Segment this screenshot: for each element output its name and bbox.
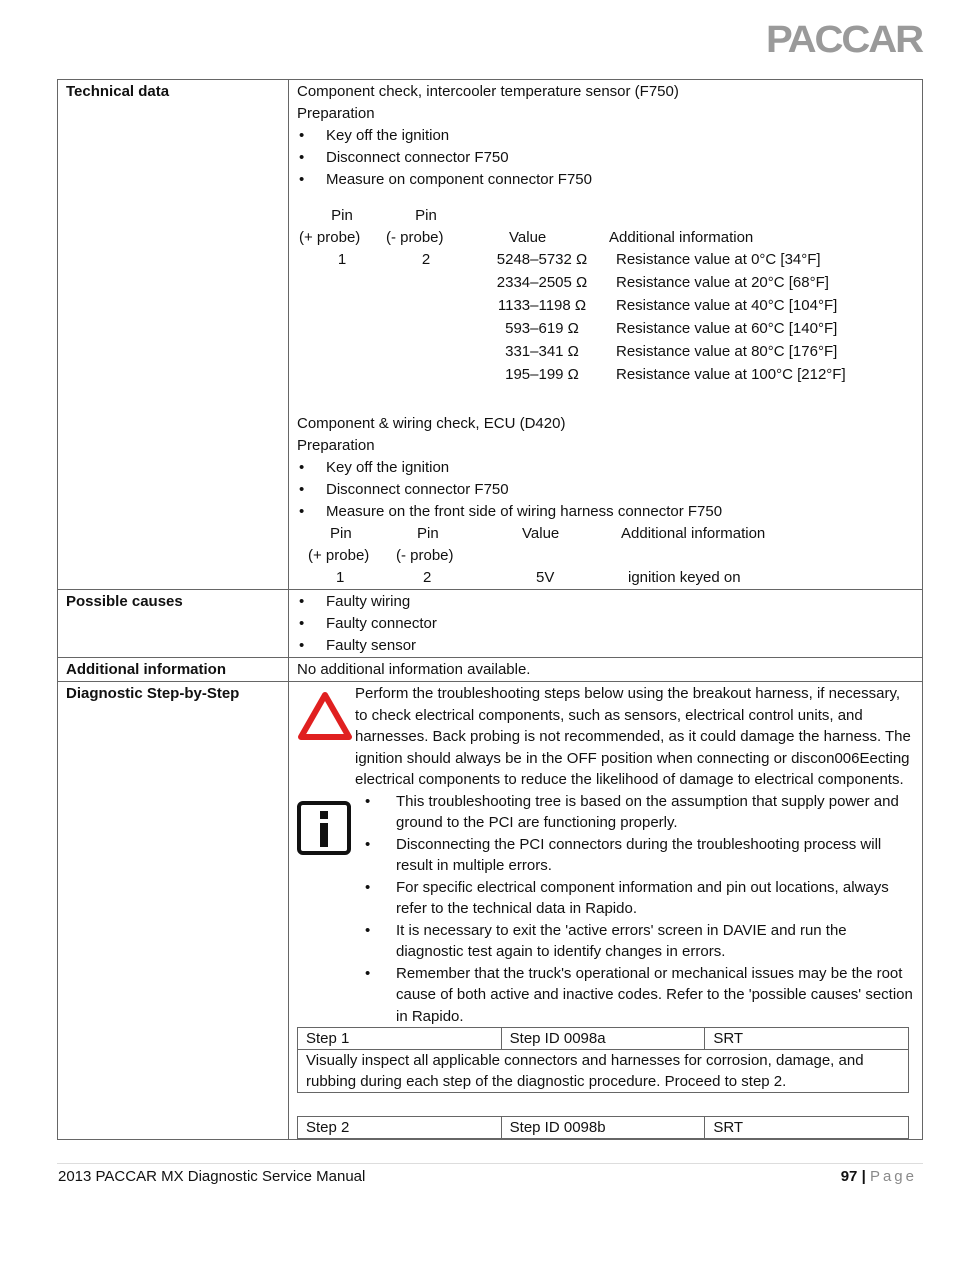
footer-manual-title: 2013 PACCAR MX Diagnostic Service Manual xyxy=(58,1168,366,1185)
pin-row-info: Resistance value at 60°C [140°F] xyxy=(616,320,838,337)
warning-triangle-icon xyxy=(297,691,353,741)
step2-id: Step ID 0098b xyxy=(501,1117,705,1139)
step1-id: Step ID 0098a xyxy=(501,1028,705,1050)
list-item: • Measure on component connector F750 xyxy=(297,169,914,191)
ecu-header-value: Value xyxy=(522,525,560,542)
list-item: • Faulty sensor xyxy=(297,635,914,657)
info-icon xyxy=(297,801,351,855)
pin-header-pin2: Pin xyxy=(415,207,437,224)
pin-row-info: Resistance value at 40°C [104°F] xyxy=(616,297,838,314)
ecu-row-p1: 1 xyxy=(336,569,345,586)
ecu-row-info: ignition keyed on xyxy=(628,569,741,586)
additional-info-label: Additional information xyxy=(58,658,289,682)
step2-table xyxy=(297,1116,909,1139)
technical-data-row xyxy=(58,80,923,590)
page-number: 97 xyxy=(840,1168,858,1185)
list-item: • Disconnect connector F750 xyxy=(297,147,914,169)
pin-row-info: Resistance value at 100°C [212°F] xyxy=(616,366,846,383)
step1-type: SRT xyxy=(705,1028,909,1050)
diagnostic-row xyxy=(58,682,923,1140)
check1-title: Component check, intercooler temperature sensor (F750) xyxy=(297,83,679,100)
list-item: • It is necessary to exit the 'active errors' screen in DAVIE and run the diagnostic test again to identify changes in errors. xyxy=(355,920,914,963)
pin-row-value: 1133–1198 Ω xyxy=(497,297,587,314)
list-item: • Disconnect connector F750 xyxy=(297,479,914,501)
ecu-header-probe2: (- probe) xyxy=(396,547,454,564)
step1-text: Visually inspect all applicable connectors and harnesses for corrosion, damage, and rubbing during each step of the diagnostic procedure. Proceed to step 2. xyxy=(298,1050,909,1093)
pin-header-info: Additional information xyxy=(609,229,754,246)
pin-header-probe1: (+ probe) xyxy=(299,229,361,246)
pin-row-value: 195–199 Ω xyxy=(505,366,579,383)
step1-table xyxy=(297,1027,909,1093)
ecu-header-info: Additional information xyxy=(621,525,766,542)
ecu-header-probe1: (+ probe) xyxy=(308,547,370,564)
pin-row-value: 5248–5732 Ω xyxy=(496,251,588,268)
page-separator: | xyxy=(861,1168,866,1185)
list-item: • For specific electrical component information and pin out locations, always refer to the technical data in Rapido. xyxy=(355,877,914,920)
diagnostic-table xyxy=(57,79,923,1140)
ecu-pin-table xyxy=(297,523,914,589)
warning-text: Perform the troubleshooting steps below using the breakout harness, if necessary, to check electrical components, such as sensors, electrical control units, and harnesses. Back probing is not recommended, as it could damage the harness. The ignition should always be in the OFF position when connecting or discon006Eecting electrical components to reduce the likelihood of damage to electrical components. xyxy=(355,685,911,788)
footer-page xyxy=(841,1168,917,1185)
step2-type: SRT xyxy=(705,1117,909,1139)
step2-number: Step 2 xyxy=(298,1117,502,1139)
pin-row-p1: 1 xyxy=(337,251,347,268)
possible-causes-content xyxy=(289,590,923,658)
prep2-list xyxy=(297,457,914,523)
pin-row-info: Resistance value at 80°C [176°F] xyxy=(616,343,838,360)
pin-header-value: Value xyxy=(509,229,547,246)
list-item: • Faulty wiring xyxy=(297,591,914,613)
info-list xyxy=(355,791,914,1028)
pin-row-info: Resistance value at 0°C [34°F] xyxy=(616,251,821,268)
step1-number: Step 1 xyxy=(298,1028,502,1050)
info-block xyxy=(297,791,914,1028)
technical-data-content xyxy=(289,80,923,590)
causes-list xyxy=(297,591,914,657)
list-item: • This troubleshooting tree is based on the assumption that supply power and ground to the PCI are functioning properly. xyxy=(355,791,914,834)
list-item: • Measure on the front side of wiring harness connector F750 xyxy=(297,501,914,523)
ecu-row-p2: 2 xyxy=(423,569,432,586)
ecu-header-pin1: Pin xyxy=(330,525,352,542)
list-item: • Disconnecting the PCI connectors during the troubleshooting process will result in multiple errors. xyxy=(355,834,914,877)
diagnostic-label: Diagnostic Step-by-Step xyxy=(58,682,289,1140)
diagnostic-content xyxy=(289,682,923,1140)
additional-info-row xyxy=(58,658,923,682)
technical-data-label: Technical data xyxy=(58,80,289,590)
pin-row-value: 593–619 Ω xyxy=(505,320,579,337)
pin-row-value: 331–341 Ω xyxy=(505,343,579,360)
page-word: Page xyxy=(869,1168,917,1185)
prep2-label: Preparation xyxy=(297,437,375,454)
pin-row-p2: 2 xyxy=(421,251,431,268)
prep1-list xyxy=(297,125,914,191)
list-item: • Key off the ignition xyxy=(297,125,914,147)
list-item: • Faulty connector xyxy=(297,613,914,635)
ecu-header-pin2: Pin xyxy=(417,525,439,542)
possible-causes-row xyxy=(58,590,923,658)
pin-row-value: 2334–2505 Ω xyxy=(496,274,588,291)
list-item: • Key off the ignition xyxy=(297,457,914,479)
additional-info-text: No additional information available. xyxy=(289,658,923,682)
warning-block xyxy=(297,683,914,791)
footer-divider xyxy=(57,1163,923,1164)
prep1-label: Preparation xyxy=(297,105,375,122)
list-item: • Remember that the truck's operational or mechanical issues may be the root cause of both active and inactive codes. Refer to the 'possible causes' section in Rapido. xyxy=(355,963,914,1028)
ecu-row-value: 5V xyxy=(536,569,555,586)
possible-causes-label: Possible causes xyxy=(58,590,289,658)
pin-header-probe2: (- probe) xyxy=(386,229,444,246)
pin-header-pin1: Pin xyxy=(331,207,353,224)
svg-text:PACCAR: PACCAR xyxy=(766,19,924,58)
pin-table xyxy=(297,205,914,399)
paccar-logo xyxy=(766,18,924,58)
check2-title: Component & wiring check, ECU (D420) xyxy=(297,415,566,432)
pin-row-info: Resistance value at 20°C [68°F] xyxy=(616,274,829,291)
